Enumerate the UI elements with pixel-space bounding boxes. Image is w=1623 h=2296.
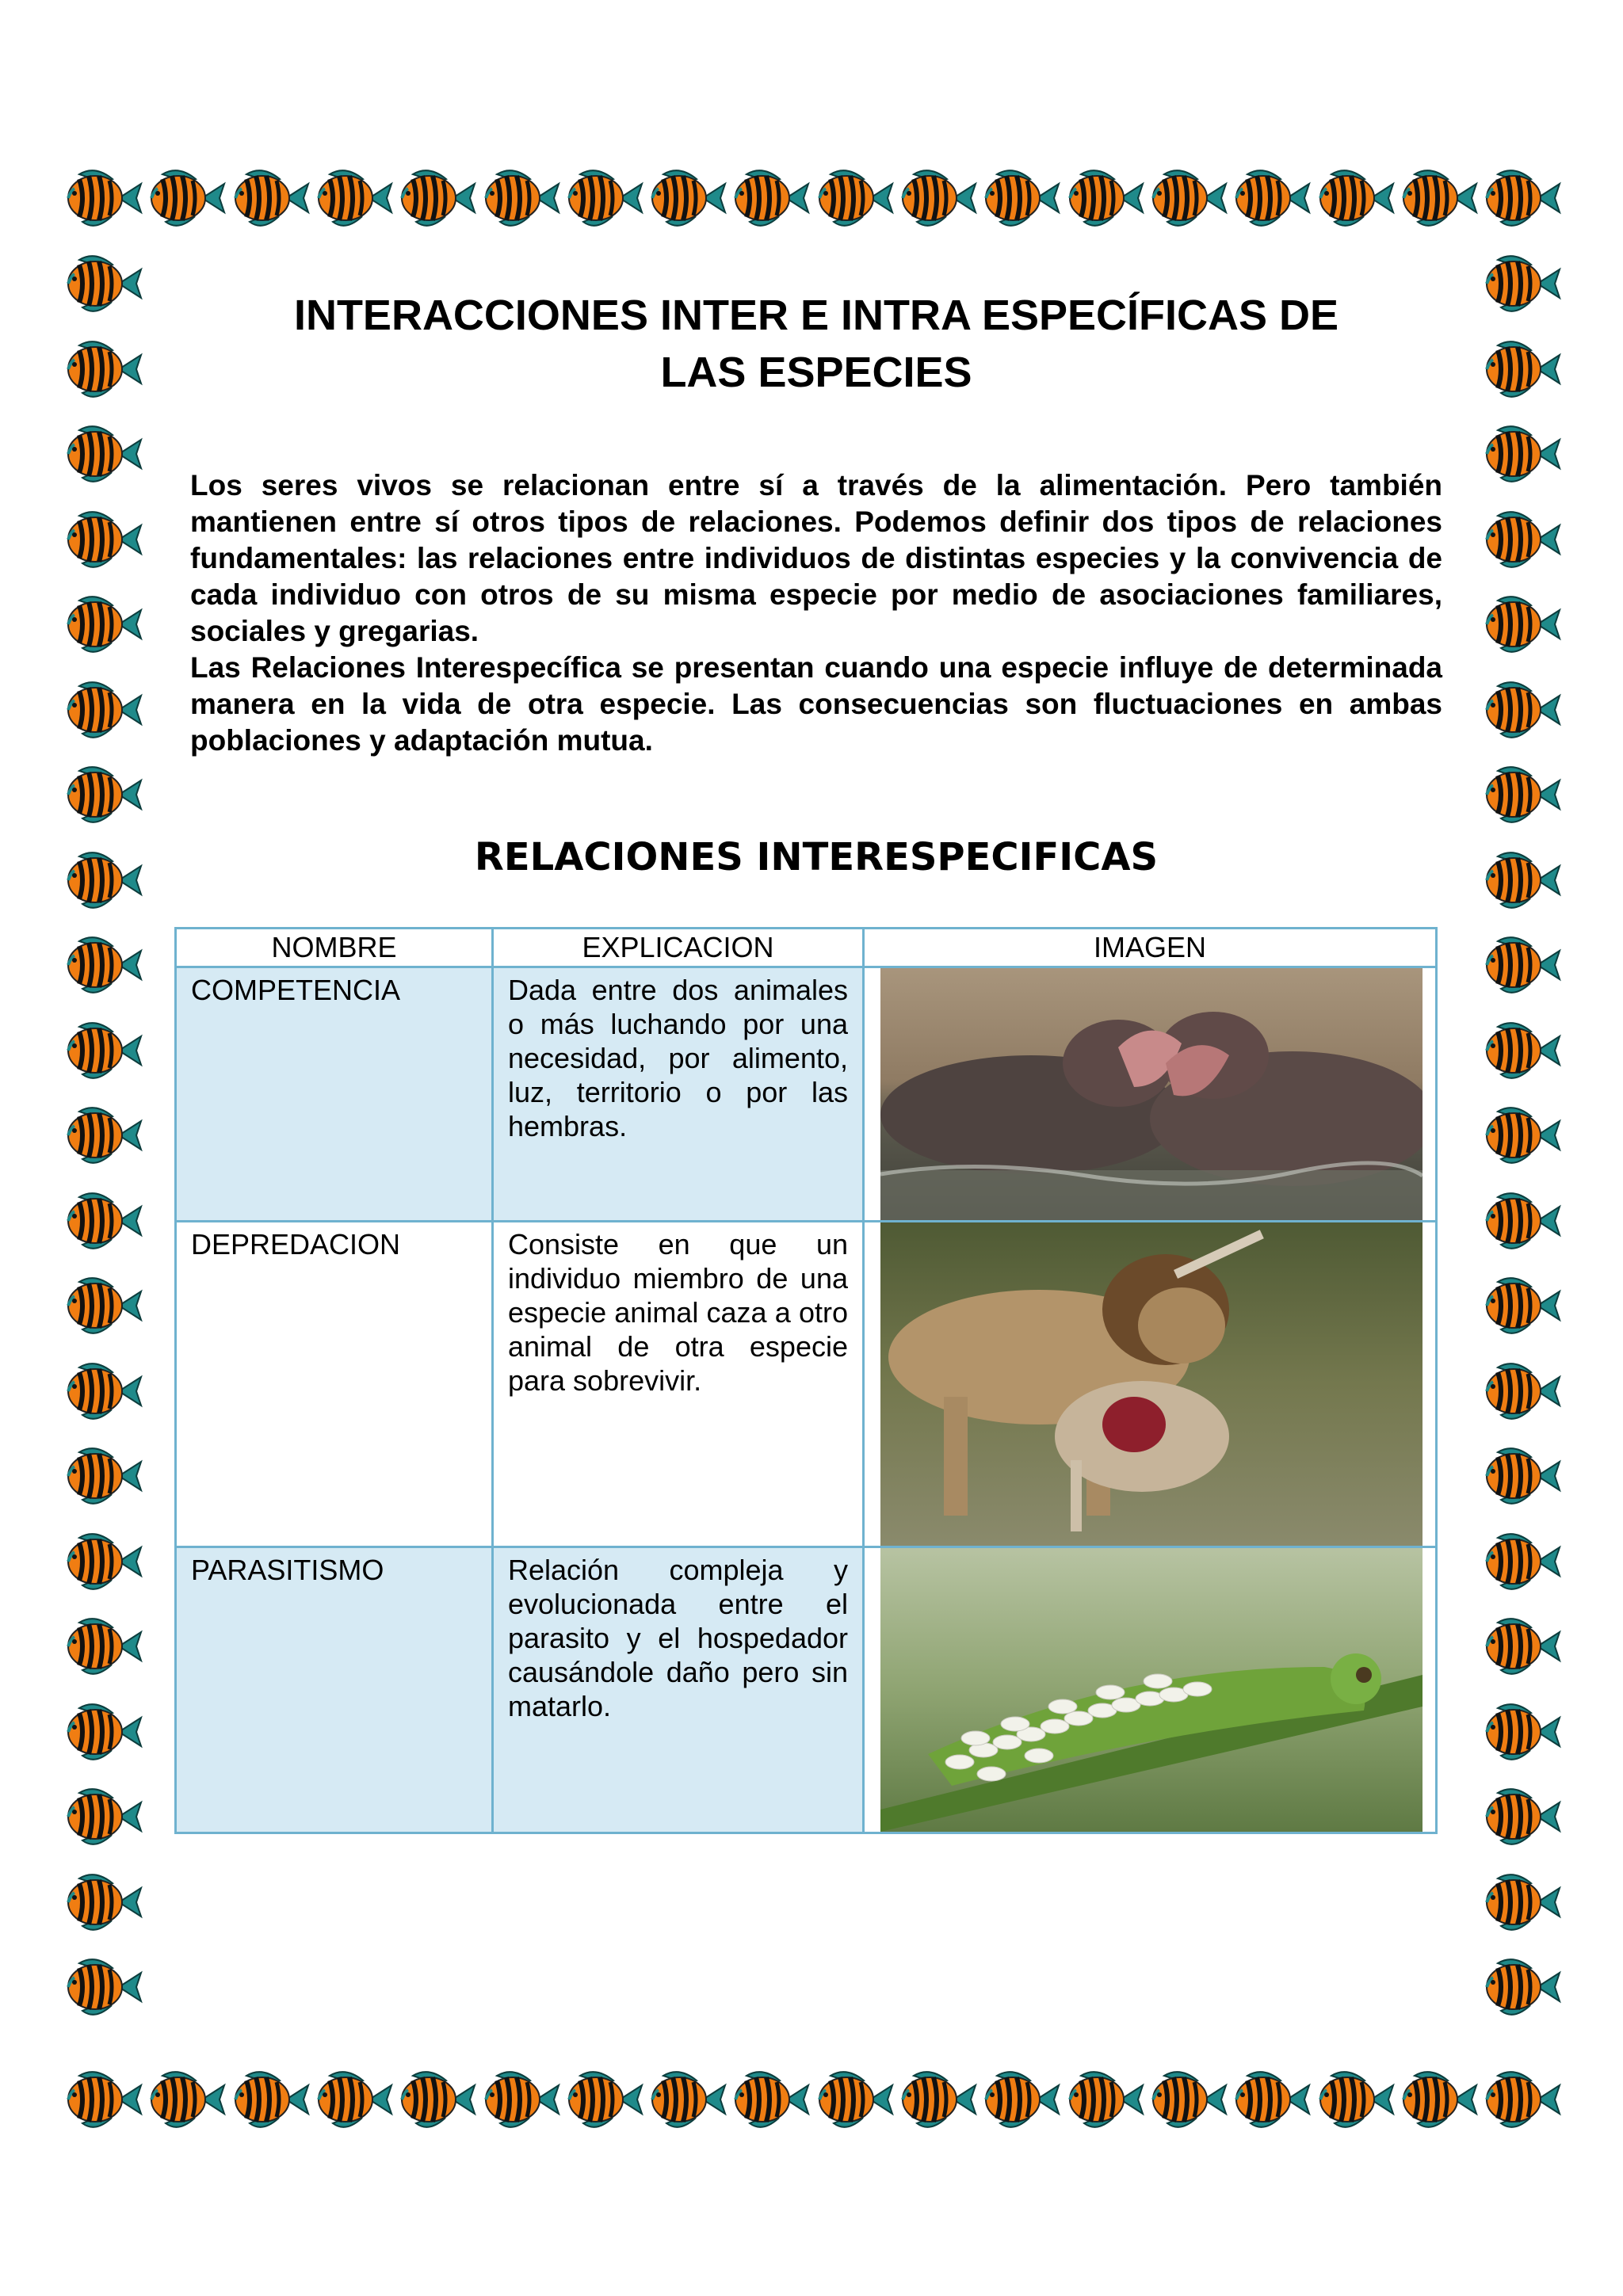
title-line-2: LAS ESPECIES [660,349,972,396]
orange-black-striped-fish-icon [647,2068,727,2131]
orange-black-striped-fish-icon [231,166,310,230]
orange-black-striped-fish-icon [1482,338,1561,401]
orange-black-striped-fish-icon [1316,166,1395,230]
orange-black-striped-fish-icon [1482,1104,1561,1167]
row-name: DEPREDACION [176,1222,493,1547]
orange-black-striped-fish-icon [1399,2068,1478,2131]
relations-table [174,927,1438,1834]
orange-black-striped-fish-icon [1482,1615,1561,1678]
orange-black-striped-fish-icon [63,1700,143,1764]
orange-black-striped-fish-icon [1482,1871,1561,1934]
orange-black-striped-fish-icon [63,1785,143,1848]
page-title [182,287,1450,401]
orange-black-striped-fish-icon [1065,166,1144,230]
orange-black-striped-fish-icon [1148,2068,1228,2131]
orange-black-striped-fish-icon [63,166,143,230]
orange-black-striped-fish-icon [564,2068,643,2131]
row-name: COMPETENCIA [176,967,493,1222]
orange-black-striped-fish-icon [63,2068,143,2131]
orange-black-striped-fish-icon [1482,252,1561,315]
intro-paragraph-1: Los seres vivos se relacionan entre sí a través de la alimentación. Pero también mantienen entre sí otros tipos de relaciones. Podemos definir dos tipos de relaciones fundamentales: las relaciones entre individuos de distintas especies y la convivencia de cada individuo con otros de su misma especie por medio de asociaciones familiares, sociales y gregarias. [190,469,1442,647]
table-row [176,967,1437,1222]
orange-black-striped-fish-icon [63,1530,143,1593]
orange-black-striped-fish-icon [63,763,143,826]
orange-black-striped-fish-icon [63,338,143,401]
orange-black-striped-fish-icon [981,2068,1060,2131]
orange-black-striped-fish-icon [1482,933,1561,997]
orange-black-striped-fish-icon [1482,1189,1561,1253]
intro-paragraph-2: Las Relaciones Interespecífica se presentan cuando una especie influye de determinada manera en la vida de otra especie. Las consecuencias son fluctuaciones en ambas poblaciones y adaptación mutua. [190,651,1442,757]
orange-black-striped-fish-icon [564,166,643,230]
orange-black-striped-fish-icon [231,2068,310,2131]
orange-black-striped-fish-icon [815,166,894,230]
row-explanation: Relación compleja y evolucionada entre el parasito y el hospedador causándole daño pero sin matarlo. [493,1547,864,1833]
orange-black-striped-fish-icon [1232,166,1311,230]
orange-black-striped-fish-icon [314,166,393,230]
orange-black-striped-fish-icon [1482,763,1561,826]
orange-black-striped-fish-icon [1482,1700,1561,1764]
orange-black-striped-fish-icon [647,166,727,230]
orange-black-striped-fish-icon [63,1444,143,1508]
lion-with-prey-photo [880,1222,1423,1546]
orange-black-striped-fish-icon [1482,1785,1561,1848]
orange-black-striped-fish-icon [63,933,143,997]
orange-black-striped-fish-icon [63,678,143,742]
row-explanation: Consiste en que un individuo miembro de una especie animal caza a otro animal de otra especie para sobrevivir. [493,1222,864,1547]
table-header-row [176,929,1437,967]
orange-black-striped-fish-icon [1065,2068,1144,2131]
orange-black-striped-fish-icon [1148,166,1228,230]
orange-black-striped-fish-icon [1482,1530,1561,1593]
table-row [176,1547,1437,1833]
orange-black-striped-fish-icon [63,422,143,486]
orange-black-striped-fish-icon [481,166,560,230]
orange-black-striped-fish-icon [63,1360,143,1423]
caterpillar-with-parasite-cocoons-photo [880,1548,1423,1832]
orange-black-striped-fish-icon [731,166,810,230]
orange-black-striped-fish-icon [1482,1360,1561,1423]
orange-black-striped-fish-icon [1482,678,1561,742]
orange-black-striped-fish-icon [1482,849,1561,912]
row-name: PARASITISMO [176,1547,493,1833]
orange-black-striped-fish-icon [147,166,226,230]
orange-black-striped-fish-icon [63,593,143,656]
row-explanation: Dada entre dos animales o más luchando por una necesidad, por alimento, luz, territorio o por las hembras. [493,967,864,1222]
orange-black-striped-fish-icon [1482,422,1561,486]
title-line-1: INTERACCIONES INTER E INTRA ESPECÍFICAS DE [293,292,1339,339]
orange-black-striped-fish-icon [1482,166,1561,230]
orange-black-striped-fish-icon [1482,1019,1561,1082]
orange-black-striped-fish-icon [1482,1444,1561,1508]
orange-black-striped-fish-icon [1399,166,1478,230]
orange-black-striped-fish-icon [731,2068,810,2131]
orange-black-striped-fish-icon [1316,2068,1395,2131]
orange-black-striped-fish-icon [1482,1955,1561,2019]
orange-black-striped-fish-icon [1482,2068,1561,2131]
section-title: RELACIONES INTERESPECIFICAS [474,835,1159,879]
orange-black-striped-fish-icon [63,1189,143,1253]
orange-black-striped-fish-icon [898,166,977,230]
orange-black-striped-fish-icon [1232,2068,1311,2131]
header-nombre: NOMBRE [176,929,493,967]
orange-black-striped-fish-icon [1482,508,1561,571]
header-explicacion: EXPLICACION [493,929,864,967]
orange-black-striped-fish-icon [1482,593,1561,656]
orange-black-striped-fish-icon [63,508,143,571]
orange-black-striped-fish-icon [1482,1274,1561,1337]
orange-black-striped-fish-icon [63,1871,143,1934]
orange-black-striped-fish-icon [63,252,143,315]
orange-black-striped-fish-icon [815,2068,894,2131]
orange-black-striped-fish-icon [63,1104,143,1167]
intro-text [190,467,1442,759]
orange-black-striped-fish-icon [63,1019,143,1082]
orange-black-striped-fish-icon [63,1274,143,1337]
orange-black-striped-fish-icon [63,1615,143,1678]
table-row [176,1222,1437,1547]
orange-black-striped-fish-icon [147,2068,226,2131]
orange-black-striped-fish-icon [314,2068,393,2131]
header-imagen: IMAGEN [864,929,1437,967]
orange-black-striped-fish-icon [63,849,143,912]
orange-black-striped-fish-icon [63,1955,143,2019]
orange-black-striped-fish-icon [898,2068,977,2131]
orange-black-striped-fish-icon [981,166,1060,230]
orange-black-striped-fish-icon [397,166,476,230]
hippos-fighting-photo [880,968,1423,1220]
orange-black-striped-fish-icon [481,2068,560,2131]
orange-black-striped-fish-icon [397,2068,476,2131]
